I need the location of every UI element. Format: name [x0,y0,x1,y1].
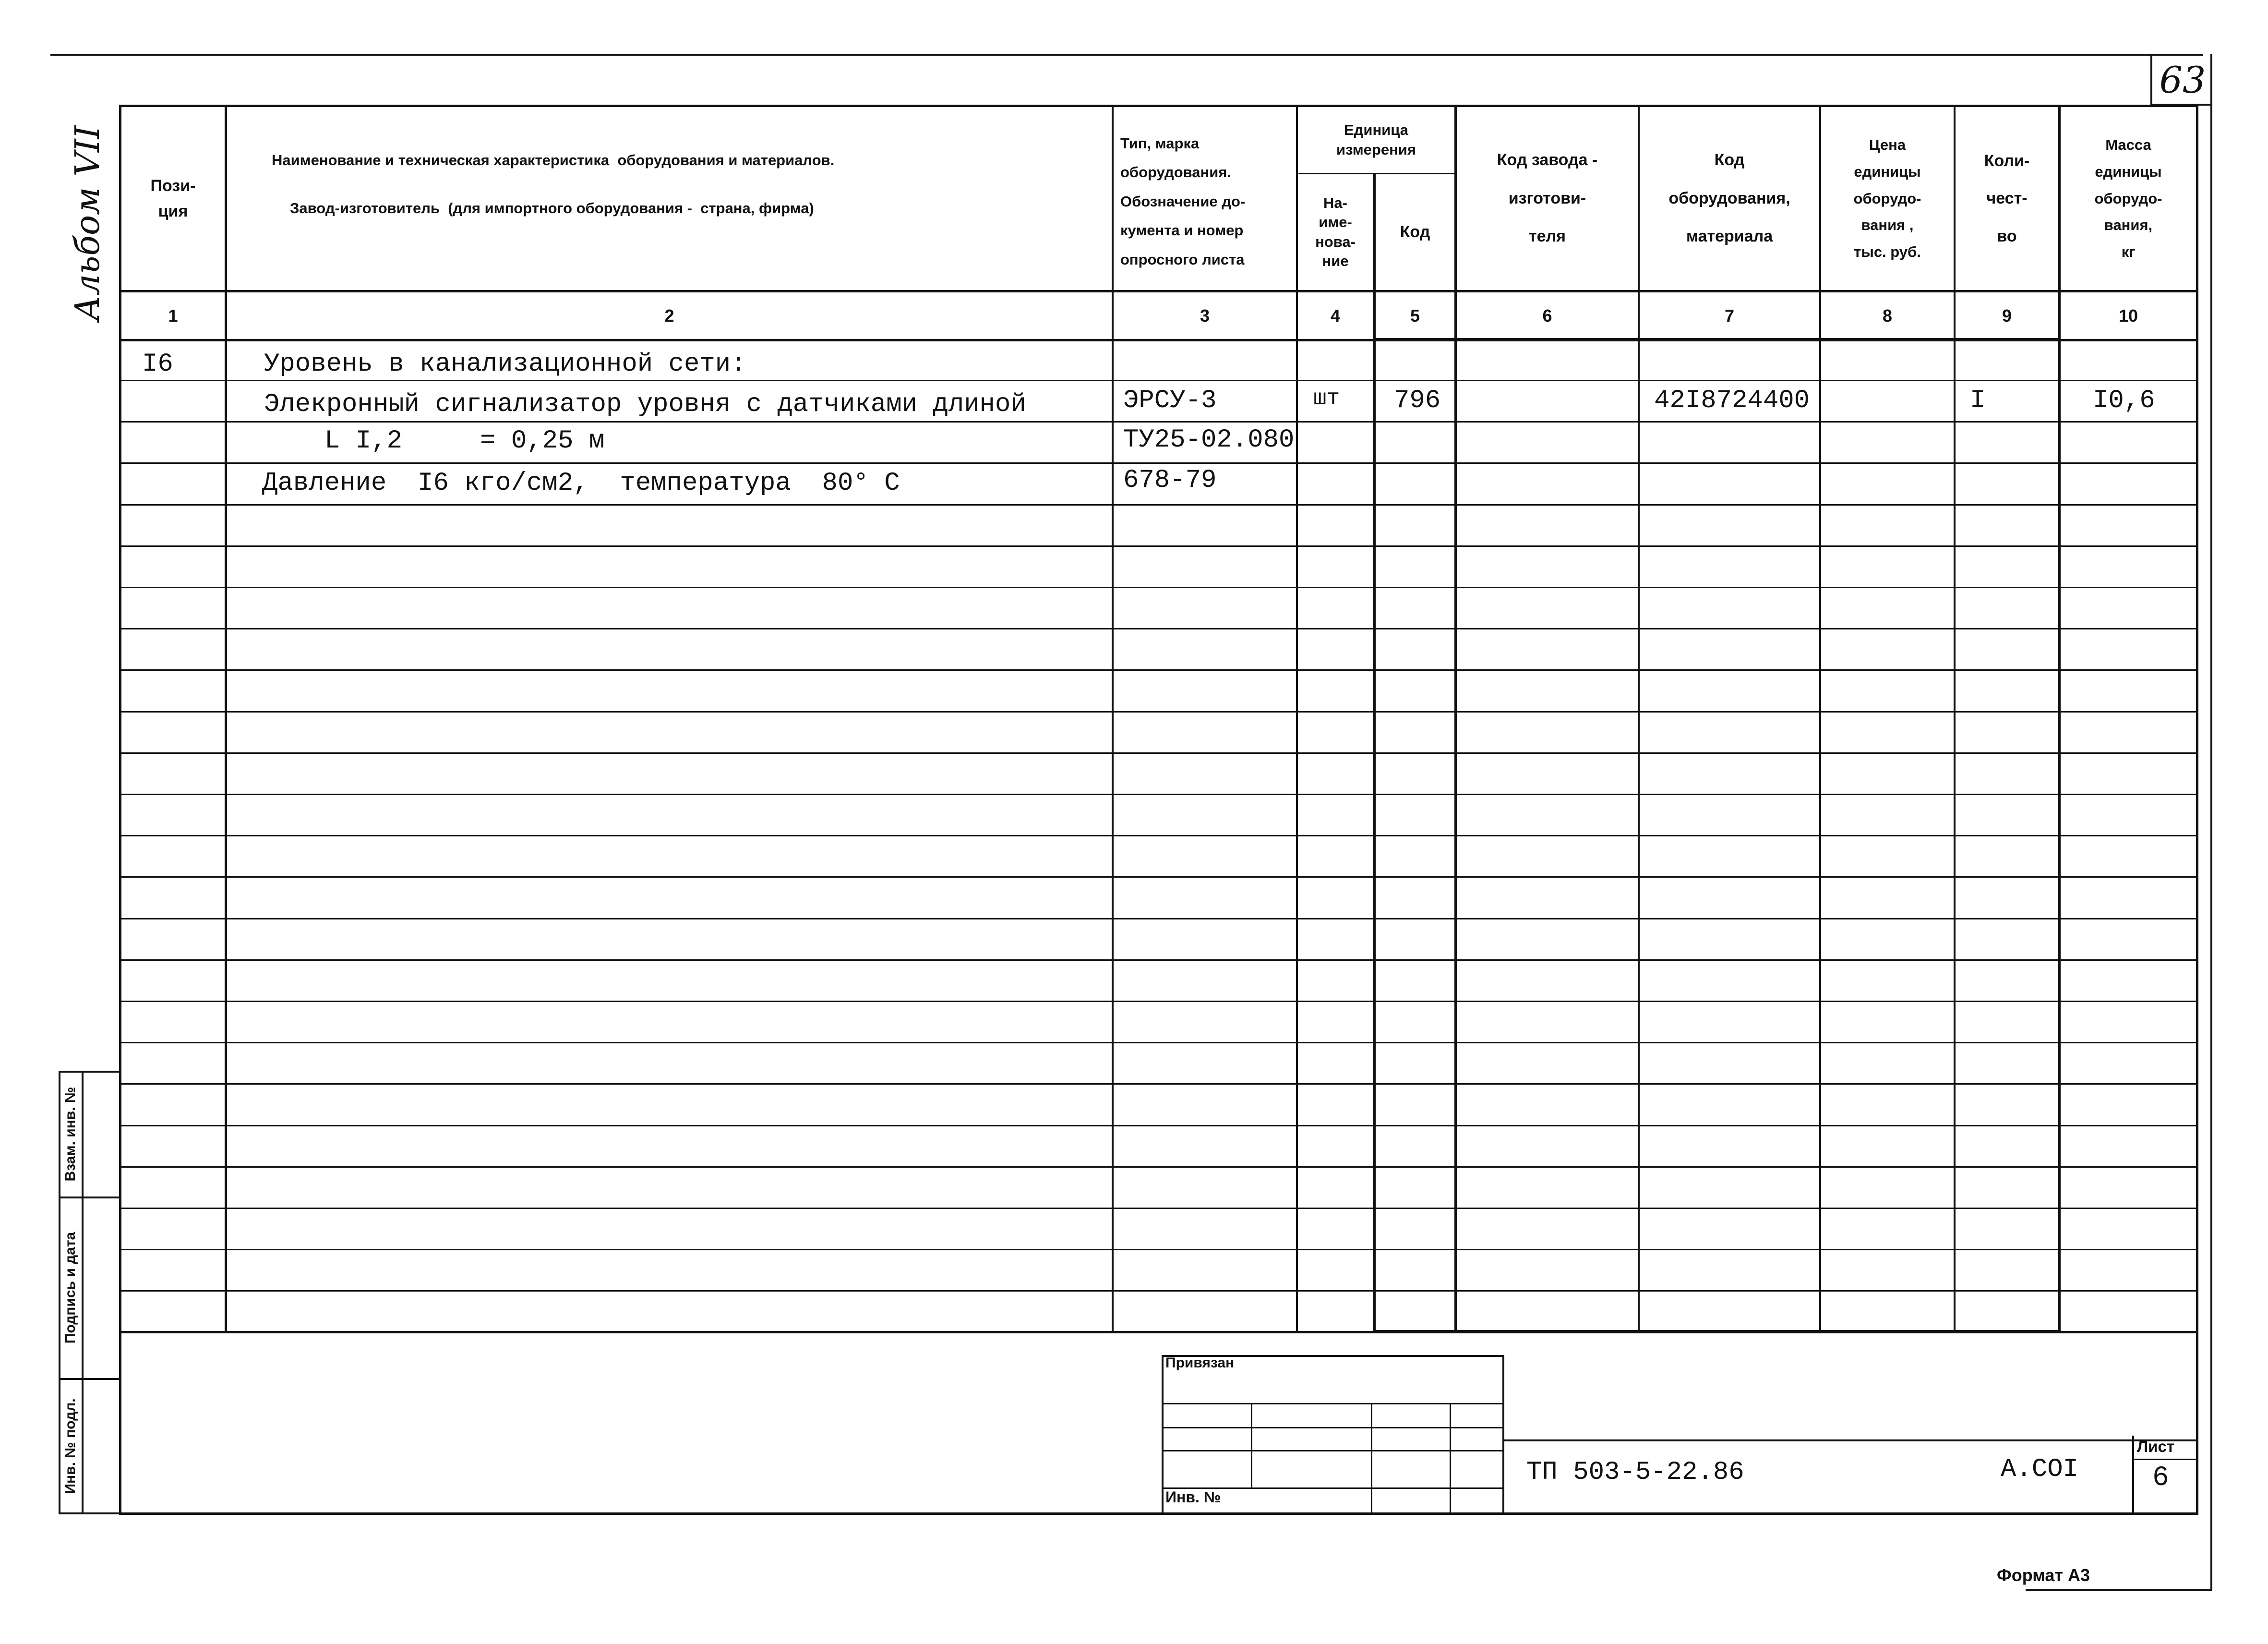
album-label: Альбом VII [68,125,107,321]
top-border-line [50,54,2203,56]
table-row-rule [119,876,2198,878]
tb-sheet-code: А.СОI [2001,1455,2079,1484]
tb-doc-line [1503,1439,2197,1441]
col-number-7: 7 [1724,305,1735,326]
table-row-rule [119,421,2198,423]
tb-right-line [1502,1355,1504,1513]
tb-left-line [1162,1355,1164,1513]
col-number-2: 2 [664,305,674,326]
row2-quantity: I [1970,386,1986,415]
stamp-divider-2 [59,1378,121,1380]
row4-name: Давление I6 кго/см2, температура 80° С [262,469,900,498]
tb-line-2 [1162,1403,1503,1404]
header-position: Пози- ция [150,176,196,220]
stamp-divider-1 [59,1197,121,1198]
col-number-4: 4 [1330,305,1341,326]
header-name-line1: Наименование и техническая характеристика оборудования и материалов. [272,152,835,169]
header-unit-code: Код [1400,223,1430,242]
col-number-5: 5 [1410,305,1420,326]
col-line-2 [1112,105,1114,1333]
table-row-rule [119,1290,2198,1292]
col-number-9: 9 [2002,305,2012,326]
tb-line-3 [1162,1427,1503,1428]
header-quantity: Коли- чест- во [1984,152,2030,245]
tb-vline-b [1371,1403,1372,1513]
tb-sheet-number: 6 [2152,1463,2169,1494]
table-row-rule [119,918,2198,919]
table-right-line [2196,105,2198,1514]
header-price: Цена единицы оборудо- вания , тыс. руб. [1853,136,1921,261]
table-row-rule [119,959,2198,961]
col-number-10: 10 [2118,305,2138,326]
row1-position: I6 [142,350,173,379]
header-type: Тип, марка оборудования. Обозначение до- кумента и номер опросного листа [1120,134,1246,268]
table-row-rule [119,1001,2198,1002]
tb-line-4 [1162,1450,1503,1451]
header-name-line2: Завод-изготовитель (для импортного оборудования - страна, фирма) [290,200,814,217]
right-frame-line [2210,54,2212,1590]
tb-sheet-divider [2132,1459,2197,1460]
tb-doc-code: ТП 503-5-22.86 [1526,1458,1744,1487]
header-mass: Масса единицы оборудо- вания, кг [2094,136,2162,261]
table-row-rule [119,752,2198,754]
stamp-top-line [59,1071,121,1073]
col-number-1: 1 [168,305,178,326]
table-row-rule [119,711,2198,713]
header-unit-name: На- име- нова- ние [1315,194,1356,269]
row3-name: L I,2 = 0,25 м [324,426,605,456]
col-number-8: 8 [1882,305,1893,326]
page-number-box-left [2150,54,2152,106]
row4-type: 678-79 [1123,466,1217,495]
table-row-rule [119,1166,2198,1168]
table-row-rule [119,504,2198,506]
header-equipment-code: Код оборудования, материала [1668,150,1790,246]
tb-inv-no: Инв. № [1165,1488,1221,1506]
tb-vline-a [1251,1403,1252,1487]
table-row-rule [119,669,2198,671]
row2-code: 796 [1394,386,1441,415]
row2-name: Элекронный сигнализатор уровня с датчиками длиной [264,390,1026,419]
format-label: Формат А3 [1997,1565,2090,1585]
stamp-inv-podl: Инв. № подл. [62,1398,78,1494]
stamp-vzam-inv: Взам. инв. № [62,1087,78,1182]
tb-sheet-label: Лист [2137,1438,2174,1455]
table-row-rule [119,835,2198,836]
header-unit-group: Единица измерения [1336,121,1416,158]
table-row-rule [119,545,2198,547]
table-row-rule [119,380,2198,381]
col-number-6: 6 [1542,305,1552,326]
stamp-podpis-data: Подпись и дата [62,1232,78,1344]
stamp-mid-line [82,1071,84,1514]
row2-equipment-code: 42I8724400 [1654,386,1810,415]
table-row-rule [119,462,2198,464]
row3-type: ТУ25-02.080 [1123,425,1295,455]
tb-vline-c [1450,1403,1451,1513]
table-row-rule [119,628,2198,629]
stamp-bottom-line [59,1512,121,1514]
row2-type: ЭРСУ-3 [1123,386,1217,415]
table-row-rule [119,1208,2198,1209]
table-row-rule [119,587,2198,588]
row1-name: Уровень в канализационной сети: [264,350,746,379]
table-row-rule [119,1125,2198,1126]
table-row-rule [119,1249,2198,1250]
row2-unit: шт [1313,386,1340,411]
page-number: 63 [2159,59,2206,101]
thick-box-bottom [1373,1330,2061,1333]
tb-sheet-left-line [2132,1436,2134,1513]
table-row-rule [119,1083,2198,1085]
row2-mass: I0,6 [2093,386,2155,415]
tb-privyazan: Привязан [1165,1355,1235,1371]
col-line-1 [225,105,227,1333]
header-factory-code: Код завода - изготови- теля [1497,150,1598,246]
col-number-3: 3 [1200,305,1210,326]
table-row-rule [119,794,2198,795]
table-row-rule [119,1042,2198,1043]
page-bottom-line [119,1512,2198,1515]
bottom-frame-line [2026,1589,2212,1591]
